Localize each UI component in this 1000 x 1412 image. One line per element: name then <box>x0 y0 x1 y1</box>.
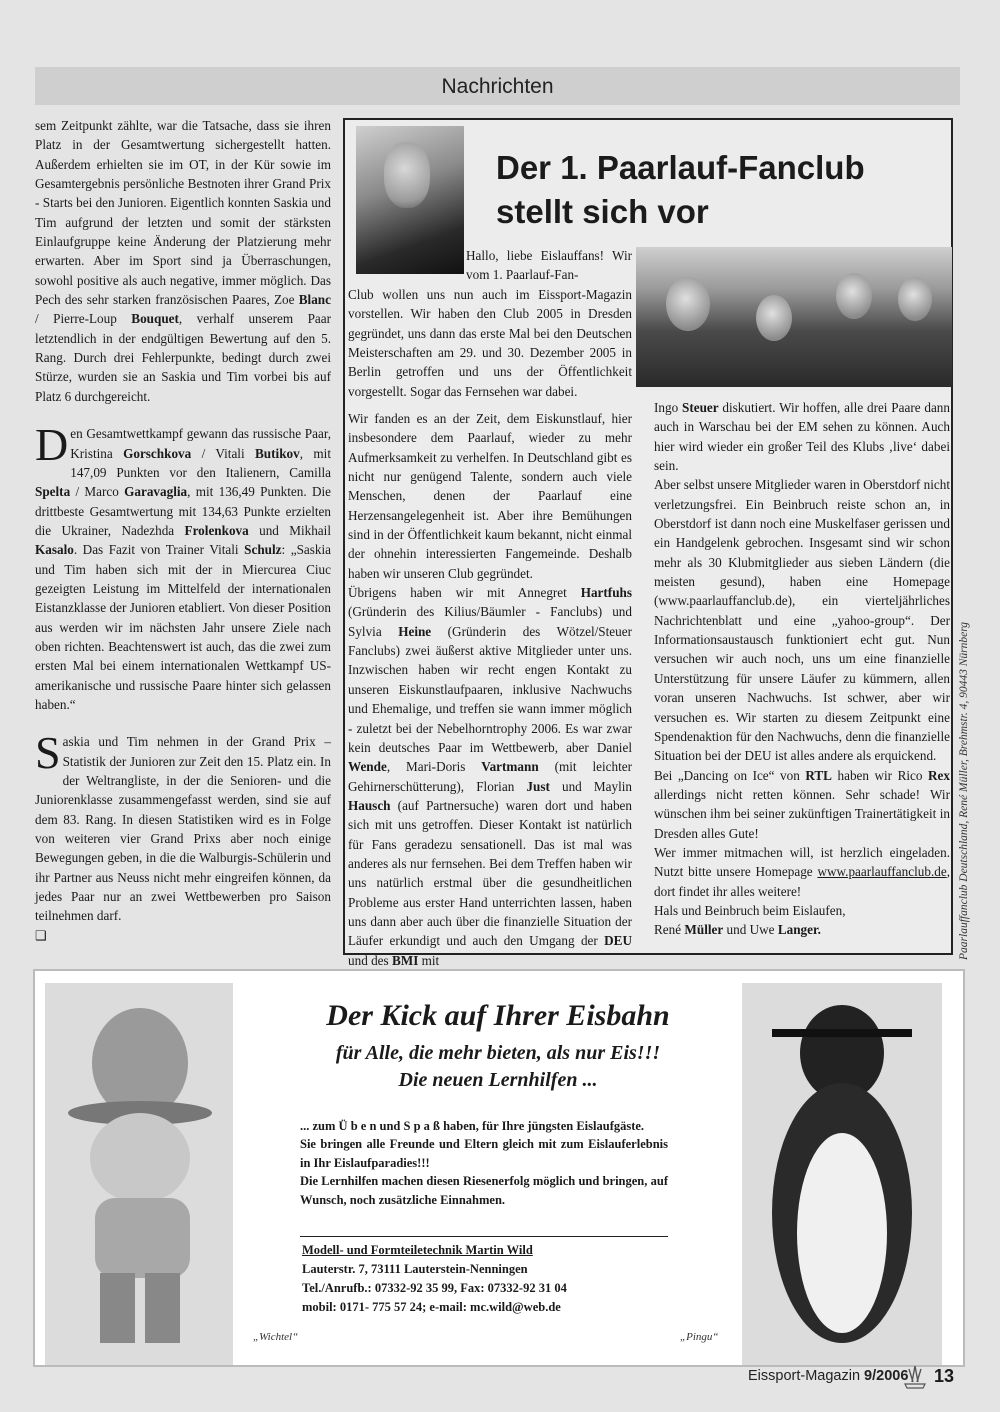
left-column <box>35 116 331 945</box>
text-run: und Uwe <box>723 922 778 938</box>
ad-mobile-email: mobil: 0171- 775 57 24; e-mail: mc.wild@web.de <box>302 1300 561 1314</box>
section-title: Nachrichten <box>441 75 554 98</box>
text-run: (mit leichter Gehirnerschütterung), Florian <box>348 759 632 794</box>
article-intro <box>466 246 632 285</box>
text-run: askia und Tim nehmen in der Grand Prix – Statistik der Junioren zur Zeit den 15. Platz ein. In der Weltrangliste, in der die Senioren- und die Juniorenklasse zusammengefasst werden, sind sie auf dem 83. Rang. In diesen Statistiken wird es in Folge von weiteren vier Grand Prixs aber noch einige Bewegungen geben, in die die Walburgis-Schülerin und ihr Partner aus Neuss nicht mehr eingreifen können, da jedes Paar nur an zwei Wettbewerben pro Saison teilnehmen darf. <box>35 734 331 924</box>
text-run: (auf Partnersuche) waren dort und haben sich mit uns getroffen. Dieser Kontakt ist natürlich für Fans geradezu sensationell. Das ist mal was anderes als nur fernsehen. Bei dem Treffen haben wir uns natürlich erstmal über die gesundheitlichen Probleme aus erster Hand unterrichten lassen, haben uns dann aber auch über die finanzielle Situation der Läufer erkundigt und auch den Umgang der <box>348 797 632 949</box>
bold-name: Hausch <box>348 797 391 813</box>
text-run: Bei „Dancing on Ice“ von <box>654 767 806 783</box>
bold-name: Vartmann <box>481 759 539 775</box>
bold-name: Hartfuhs <box>580 585 632 601</box>
text-run: : „Saskia und Tim haben sich mit der in Miercurea Ciuc gezeigten Leistung im Mittelfeld der internationalen Eistanzklasse der Junioren etabliert. Von dieser Position aus werden wir im nächsten Jahr unsere Ziele nach oben richten. Beachtenswert ist auch, das die zwei zum ersten Mal bei einem internationalen Wettkampf US-amerikanische und russische Paare hinter sich gelassen haben.“ <box>35 542 332 712</box>
text-run: haben wir Rico <box>831 767 929 783</box>
ad-phone: Tel./Anrufb.: 07332-92 35 99, Fax: 07332-92 31 04 <box>302 1281 567 1295</box>
text-run: . Das Fazit von Trainer Vitali <box>73 542 245 558</box>
person <box>756 295 792 341</box>
ad-body: ... zum Ü b e n und S p a ß haben, für Ihre jüngsten Eislaufgäste. Sie bringen alle Freunde und Eltern gleich mit zum Eislauferlebnis in Ihr Eislaufparadies!!! Die Lernhilfen machen diesen Riesenerfolg möglich und bringen, auf Wunsch, noch zusätzliche Einnahmen. <box>300 1119 668 1207</box>
portrait-photo <box>356 126 464 274</box>
left-paragraph-3 <box>35 727 331 925</box>
photo-credit: Paarlauffanclub Deutschland, René Müller, Brehmstr. 4, 90443 Nürnberg <box>958 621 970 960</box>
article-title: Der 1. Paarlauf-Fanclub stellt sich vor <box>496 149 865 230</box>
bold-name: Steuer <box>681 400 719 415</box>
ad-subtitle: für Alle, die mehr bieten, als nur Eis!!! Die neuen Lernhilfen ... <box>335 1042 661 1091</box>
text-run: und des <box>348 952 392 968</box>
text-run: / Marco <box>70 484 125 500</box>
article-paragraph-a <box>348 285 632 401</box>
ad-contact <box>302 1241 567 1317</box>
text-run: Wer immer mitmachen will, ist herzlich eingeladen. Nutzt bitte unsere Homepage <box>654 844 950 880</box>
bold-name: Kasalo <box>35 542 74 558</box>
text-run: / Pierre-Loup <box>35 311 132 327</box>
text-run: , dort findet ihr alles weitere! <box>654 864 950 899</box>
drop-cap: D <box>35 419 69 471</box>
left-paragraph-1 <box>35 116 331 406</box>
text-run: und Maylin <box>549 778 632 794</box>
bold-name: BMI <box>391 952 419 968</box>
homepage-link[interactable]: www.paarlauffanclub.de <box>817 864 947 880</box>
footer-issue: Eissport-Magazin 9/2006 <box>748 1368 909 1384</box>
page-number: 13 <box>934 1366 955 1386</box>
bold-name: DEU <box>604 933 632 949</box>
text-run: René <box>654 922 685 938</box>
text-run: Übrigens haben wir mit Annegret <box>348 585 581 601</box>
text-run: allerdings nicht retten können. Sehr schade! Wir wünschen ihm bei seiner zukünftigen Trainertätigkeit in Dresden alles Gute! <box>654 786 950 841</box>
article-column-b <box>348 409 632 970</box>
bold-name: Just <box>526 778 550 794</box>
caption-wichtel: „Wichtel“ <box>253 1331 299 1343</box>
magazine-logo-icon <box>903 1364 927 1390</box>
text-run: , mit 136,49 Punkten. Die drittbeste Gesamtwertung mit 134,63 Punkte erzielten die Ukrainer, Nadezhda <box>35 484 331 538</box>
end-mark: ❑ <box>35 927 47 943</box>
person <box>836 273 872 319</box>
bold-name: Frolenkova <box>184 522 249 538</box>
text-run: sem Zeitpunkt zählte, war die Tatsache, dass sie ihren Platz in der Gesamtwertung sichergestellt hatten. Außerdem erhielten sie im OT, in der Kür sowie im Gesamtergebnis persönliche Bestnoten ihrer Grand Prix - Starts bei den Junioren. Eigentlich konnten Saskia und Tim aufgrund der letzten und somit der stärksten Einlaufgruppe keine Änderung der Platzierung mehr erwarten. Aber im Sport sind ja Überraschungen, sowohl positive als auch negative, immer möglich. Das Pech des sehr starken französischen Paares, Zoe <box>35 118 331 308</box>
text-run: (Gründerin des Wötzel/Steuer Fanclubs) zwei äußerst aktive Mitglieder unter uns. Inzwischen haben wir recht engen Kontakt zu unseren Eiskunstlaufpaaren, inklusive Nachwuchs und Ehemalige, und treffen sie wann immer möglich - zuletzt bei der Nebelhorntrophy 2006. Es war zwar kein deutsches Paar im Wettbewerb, aber Daniel <box>348 623 632 755</box>
bold-name: Butikov <box>255 445 300 461</box>
bold-name: Wende <box>348 759 387 775</box>
text-run: Hallo, liebe Eislauffans! Wir vom 1. Paarlauf-Fan- <box>466 248 632 283</box>
section-header <box>35 67 960 105</box>
text-run: Hals und Beinbruch beim Eislaufen, <box>654 902 846 918</box>
text-run: / Vitali <box>191 445 256 461</box>
bold-name: Bouquet <box>131 311 179 327</box>
bold-name: Rex <box>928 767 950 783</box>
left-paragraph-2 <box>35 419 332 714</box>
ad-address: Lauterstr. 7, 73111 Lauterstein-Nenningen <box>302 1262 528 1276</box>
ad-title: Der Kick auf Ihrer Eisbahn <box>326 999 670 1032</box>
bold-name: Gorschkova <box>123 445 192 461</box>
text-run: Club wollen uns nun auch im Eissport-Magazin vorstellen. Wir haben den Club 2005 in Dresden gegründet, uns dann das erste Mal bei den Deutschen Meisterschaften am 29. und 30. Dezember 2005 in Berlin getroffen und uns der Öffentlichkeit vorgestellt. Sogar das Fernsehen war dabei. <box>348 287 632 399</box>
text-run: , verhalf unserem Paar letztendlich in der endgültigen Bewertung auf den 5. Rang. Durch drei Fehlerpunkte, bedingt durch zwei Stürze, wurden sie an Saskia und Tim vorbei bis auf Platz 6 durchgereicht. <box>35 311 331 404</box>
bold-name: Garavaglia <box>124 484 188 500</box>
person <box>898 277 932 321</box>
bold-name: Langer. <box>777 922 821 938</box>
bold-name: Müller <box>684 922 724 938</box>
person <box>666 277 710 331</box>
bold-name: Spelta <box>35 484 71 500</box>
text-run: Aber selbst unsere Mitglieder waren in Oberstdorf nicht verletzungsfrei. Ein Beinbruch reiste schon an, in Oberstdorf ist dann noch eine Muskelfaser gerissen und ein Handgelenk gebrochen. Insgesamt sind wir schon mehr als 30 Klubmitglieder aus sieben Ländern (die meisten gesund), haben eine Homepage (www.paarlauffanclub.de), ein vierteljährliches Nachrichtenblatt und eine „yahoo-group“. Der Informationsaustausch funktioniert echt gut. Nun versuchen wir auch noch, uns um eine finanzielle Unterstützung für unsere Läufer zu kümmern, allen voran unseren Nachwuchs. Ist schwer, aber wir versuchen es. Wir starten zu diesem Zeitpunkt eine Spendenaktion für den Nachwuchs, denn die finanzielle Situation bei der DEU ist alles andere als erquickend. <box>654 477 950 764</box>
text-run: Wir fanden es an der Zeit, dem Eiskunstlauf, hier insbesondere dem Paarlauf, wieder zu mehr Aufmerksamkeit zu verhelfen. In Deutschland gibt es nicht nur genügend Talente, sondern auch viele Menschen, denen der Paarlauf eine Herzensangelegenheit ist. Aber ihre Bemühungen sind in der Öffentlichkeit kaum bekannt, nicht einmal der ohnehin interessierten Fangemeinde. Deshalb haben wir unseren Club gegründet. <box>348 411 632 581</box>
bold-name: Heine <box>398 623 432 639</box>
caption-pingu: „Pingu“ <box>680 1331 719 1343</box>
text-run: , mit 147,09 Punkten vor den Italienern, Camilla <box>70 445 331 480</box>
text-run: diskutiert. Wir hoffen, alle drei Paare dann auch in Warschau bei der EM sehen zu können. Auch hier wird wieder ein großer Teil des Klubs ‚live‘ dabei sein. <box>654 400 950 474</box>
bold-name: Schulz <box>244 542 282 558</box>
gnome-figure-icon <box>45 983 233 1365</box>
bold-name: Blanc <box>298 292 331 308</box>
bold-name: RTL <box>805 767 832 783</box>
group-photo <box>636 247 952 387</box>
ad-company: Modell- und Formteiletechnik Martin Wild <box>302 1243 533 1257</box>
text-run: und Mikhail <box>248 522 331 538</box>
pingu-figure-image <box>742 983 942 1365</box>
text-run: , Mari-Doris <box>386 759 482 775</box>
portrait-face <box>384 142 430 208</box>
text-run: (Gründerin des Kilius/Bäumler - Fanclubs) und Sylvia <box>348 604 632 639</box>
text-run: en Gesamtwettkampf gewann das russische Paar, Kristina <box>70 426 331 461</box>
wichtel-figure-image <box>45 983 233 1365</box>
text-run: Ingo <box>654 400 682 415</box>
text-run: mit <box>418 952 440 968</box>
article-column-c <box>654 398 950 940</box>
drop-cap: S <box>35 727 61 779</box>
ad-divider <box>300 1236 668 1237</box>
penguin-figure-icon <box>742 983 942 1365</box>
